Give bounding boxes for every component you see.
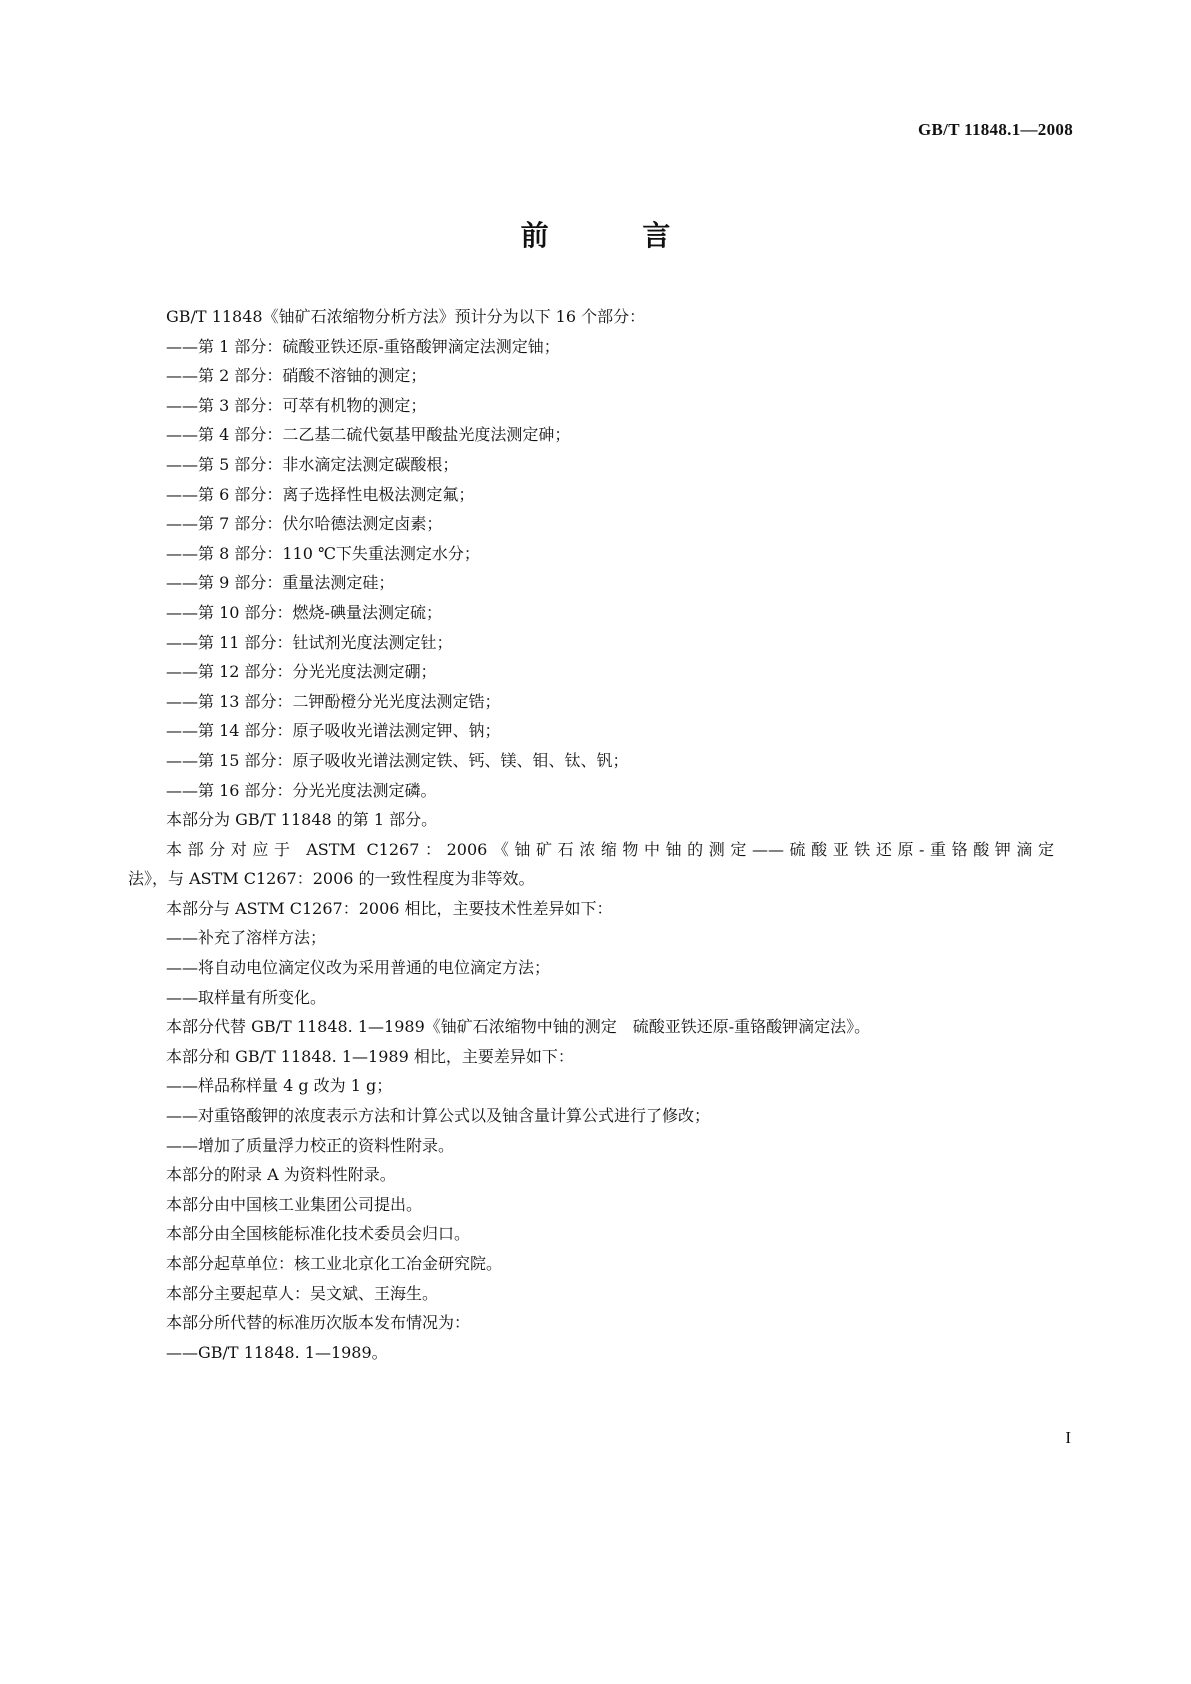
- page-title: 前 言: [520, 219, 713, 252]
- part-list-item: ——第 13 部分：二钾酚橙分光光度法测定锆；: [166, 691, 501, 711]
- part-list-item: ——第 2 部分：硝酸不溶铀的测定；: [166, 366, 427, 386]
- part-list-item: ——第 14 部分：原子吸收光谱法测定钾、钠；: [166, 721, 501, 741]
- history-paragraph: 本部分所代替的标准历次版本发布情况为：: [166, 1313, 471, 1333]
- old-version-differences-paragraph: 本部分和 GB/T 11848. 1—1989 相比，主要差异如下：: [166, 1046, 574, 1066]
- part-list-item: ——第 1 部分：硫酸亚铁还原-重铬酸钾滴定法测定铀；: [166, 336, 560, 356]
- part-list-item: ——第 12 部分：分光光度法测定硼；: [166, 662, 437, 682]
- difference-list-item: ——取样量有所变化。: [166, 987, 327, 1007]
- astm-differences-paragraph: 本部分与 ASTM C1267：2006 相比，主要技术性差异如下：: [166, 898, 613, 918]
- this-part-paragraph: 本部分为 GB/T 11848 的第 1 部分。: [166, 810, 438, 830]
- part-list-item: ——第 7 部分：伏尔哈德法测定卤素；: [166, 514, 443, 534]
- difference-list-item: ——增加了质量浮力校正的资料性附录。: [166, 1135, 455, 1155]
- drafting-unit-paragraph: 本部分起草单位：核工业北京化工冶金研究院。: [166, 1254, 503, 1273]
- part-list-item: ——第 16 部分：分光光度法测定磷。: [166, 780, 437, 800]
- difference-list-item: ——补充了溶样方法；: [166, 928, 327, 948]
- foreword-body: [128, 302, 1054, 1367]
- intro-paragraph: GB/T 11848《铀矿石浓缩物分析方法》预计分为以下 16 个部分：: [166, 307, 646, 326]
- replaces-paragraph: 本部分代替 GB/T 11848. 1—1989《铀矿石浓缩物中铀的测定 硫酸亚铁还原-重铬酸钾滴定法》。: [166, 1017, 871, 1037]
- jurisdiction-paragraph: 本部分由全国核能标准化技术委员会归口。: [166, 1224, 471, 1244]
- drafters-paragraph: 本部分主要起草人：吴文斌、王海生。: [166, 1283, 439, 1303]
- part-list-item: ——第 8 部分：110 ℃下失重法测定水分；: [166, 543, 480, 563]
- difference-list-item: ——将自动电位滴定仪改为采用普通的电位滴定方法；: [166, 958, 551, 978]
- part-list-item: ——第 9 部分：重量法测定硅；: [166, 573, 395, 593]
- difference-list-item: ——样品称样量 4 g 改为 1 g；: [166, 1076, 393, 1096]
- part-list-item: ——第 3 部分：可萃有机物的测定；: [166, 395, 427, 415]
- part-list-item: ——第 5 部分：非水滴定法测定碳酸根；: [166, 454, 459, 474]
- correspondence-paragraph-line-1: 本部分对应于 ASTM C1267：2006《铀矿石浓缩物中铀的测定——硫酸亚铁还原-重铬酸钾滴定: [166, 839, 1054, 859]
- page-number: I: [1065, 1428, 1071, 1447]
- standard-code: GB/T 11848.1—2008: [918, 120, 1073, 139]
- difference-list-item: ——对重铬酸钾的浓度表示方法和计算公式以及铀含量计算公式进行了修改；: [166, 1106, 711, 1126]
- part-list-item: ——第 4 部分：二乙基二硫代氨基甲酸盐光度法测定砷；: [166, 425, 571, 445]
- part-list-item: ——第 6 部分：离子选择性电极法测定氟；: [166, 484, 475, 504]
- part-list-item: ——第 15 部分：原子吸收光谱法测定铁、钙、镁、钼、钛、钒；: [166, 750, 629, 770]
- annex-paragraph: 本部分的附录 A 为资料性附录。: [166, 1165, 396, 1185]
- history-list-item: ——GB/T 11848. 1—1989。: [166, 1342, 388, 1362]
- proposed-by-paragraph: 本部分由中国核工业集团公司提出。: [166, 1194, 423, 1214]
- part-list-item: ——第 11 部分：钍试剂光度法测定钍；: [166, 632, 453, 652]
- correspondence-paragraph-line-2: 法》，与 ASTM C1267：2006 的一致性程度为非等效。: [128, 869, 535, 889]
- part-list-item: ——第 10 部分：燃烧-碘量法测定硫；: [166, 602, 442, 622]
